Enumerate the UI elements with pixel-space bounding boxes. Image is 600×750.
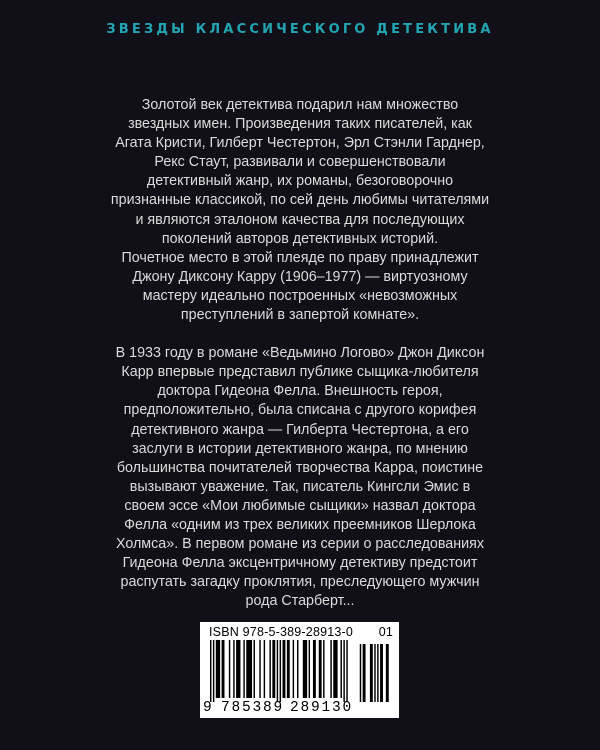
barcode-bar: [319, 640, 322, 698]
barcode-lead-digit: 9: [203, 700, 212, 716]
isbn-addon: 01: [378, 625, 393, 639]
barcode-bars: [200, 640, 399, 702]
barcode-bar: [343, 640, 344, 702]
barcode-bar: [283, 640, 286, 698]
addon-bar: [377, 644, 378, 702]
barcode-bar: [210, 640, 211, 702]
addon-bar: [374, 644, 375, 702]
barcode-bar: [222, 640, 225, 698]
barcode-bar: [216, 640, 220, 698]
isbn-label: ISBN 978-5-389-28913-0: [209, 625, 354, 639]
barcode-bar: [303, 640, 307, 698]
barcode-bar: [236, 640, 240, 698]
addon-bar: [370, 644, 373, 702]
barcode-bar: [264, 640, 265, 698]
barcode-bar: [254, 640, 255, 698]
barcode-digits: [203, 700, 395, 716]
isbn-barcode: [200, 622, 399, 718]
barcode-bar: [272, 640, 275, 698]
barcode-bar: [333, 640, 337, 698]
barcode-bar: [213, 640, 214, 702]
isbn-line: [209, 625, 393, 639]
barcode-bar: [313, 640, 316, 698]
barcode-bar: [293, 640, 294, 698]
barcode-digit-group: 289130: [290, 700, 354, 716]
barcode-bar: [346, 640, 347, 702]
barcode-bar: [229, 640, 230, 698]
annotation-paragraph: Золотой век детектива подарил нам множество звездных имен. Произведения таких писателей, как Агата Кристи, Гилберт Честертон, Эрл Стэнли Гарднер, Рекс Стаут, развивали и совершенствовали детективный жанр, их романы, безоговорочно признанные классикой, по сей день любимы читателями и являются эталоном качества для последующих поколений авторов детективных историй.: [110, 97, 490, 247]
addon-bar: [380, 644, 383, 702]
barcode-bar: [297, 640, 298, 698]
barcode-bar: [280, 640, 281, 702]
annotation-text: [110, 96, 490, 611]
barcode-bar: [246, 640, 252, 698]
barcode-bar: [341, 640, 342, 698]
barcode-bar: [243, 640, 244, 698]
addon-bar: [360, 644, 361, 702]
series-title: ЗВЕЗДЫ КЛАССИЧЕСКОГО ДЕТЕКТИВА: [106, 22, 494, 37]
barcode-bar: [233, 640, 234, 698]
barcode-bar: [259, 640, 260, 698]
barcode-bar: [287, 640, 290, 698]
barcode-digit-group: 785389: [221, 700, 285, 716]
addon-bar: [386, 644, 389, 702]
barcode-bar: [277, 640, 278, 702]
barcode-bar: [269, 640, 270, 698]
annotation-paragraph: Почетное место в этой плеяде по праву принадлежит Джону Диксону Карру (1906–1977) — виртуозному мастеру идеально построенных «невозможных преступлений в запертой комнате».: [121, 249, 479, 324]
annotation-paragraph: В 1933 году в романе «Ведьмино Логово» Джон Диксон Карр впервые представил публике сыщика-любителя доктора Гидеона Фелла. Внешность героя, предположительно, была списана с другого корифея детективного жанра — Гилберта Честертона, а его заслуги в истории детективного жанра, по мнению большинства почитателей творчества Карра, поистине вызывают уважение. Так, писатель Кингсли Эмис в своем эссе «Мои любимые сыщики» назвал доктора Фелла «одним из трех великих преемников Шерлока Холмса». В первом романе из серии о расследованиях Гидеона Фелла эксцентричному детективу предстоит распутать загадку проклятия, преследующего мужчин рода Старберт...: [115, 345, 485, 610]
barcode-bar: [309, 640, 310, 698]
barcode-bar: [330, 640, 331, 698]
addon-bar: [363, 644, 366, 702]
barcode-bar: [323, 640, 324, 698]
